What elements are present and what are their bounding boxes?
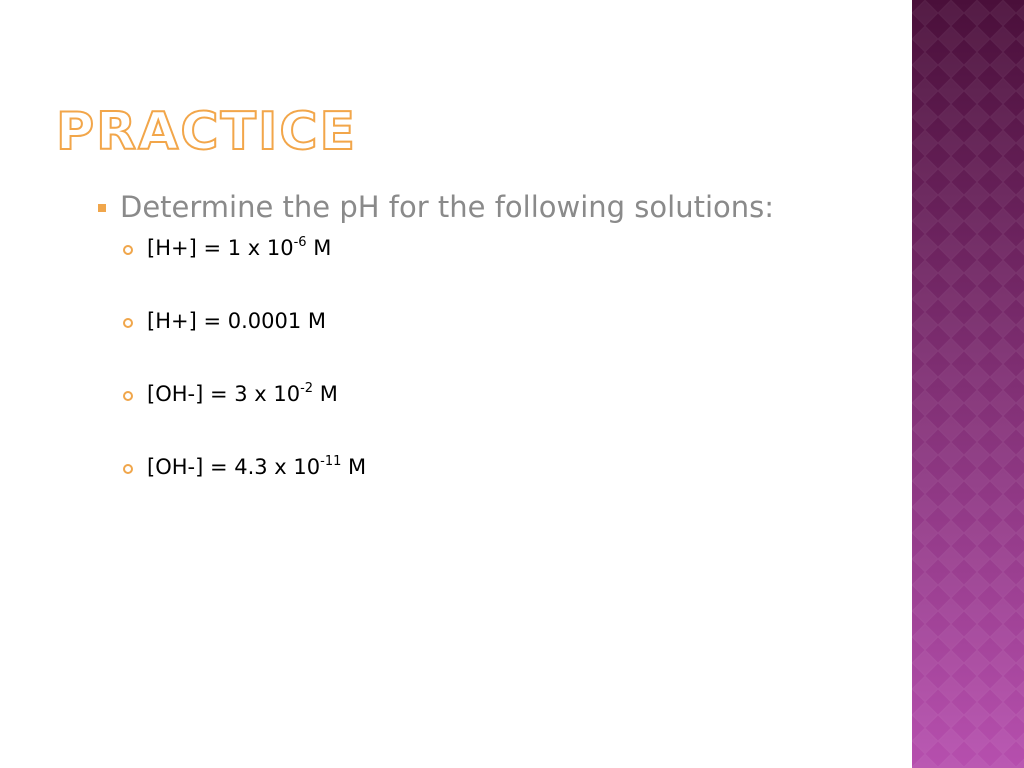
solution-exponent: -11	[320, 454, 342, 469]
ring-bullet-icon	[123, 464, 133, 474]
decorative-side-panel	[912, 0, 1024, 768]
slide-content	[96, 186, 896, 520]
ring-bullet-icon	[123, 318, 133, 328]
main-bullet-text: Determine the pH for the following solutions:	[120, 190, 775, 224]
ring-bullet-icon	[123, 391, 133, 401]
ring-bullet-icon	[123, 245, 133, 255]
main-bullet-item	[96, 186, 896, 228]
square-bullet-icon	[98, 204, 106, 212]
solution-unit: M	[306, 236, 332, 260]
solution-exponent: -2	[300, 381, 314, 396]
solution-text: [OH-] = 3 x 10	[147, 382, 301, 406]
solution-text: [H+] = 1 x 10	[147, 236, 294, 260]
solution-item-4	[96, 447, 896, 520]
solution-item-2	[96, 301, 896, 374]
solution-item-3	[96, 374, 896, 447]
solution-item-1	[96, 228, 896, 301]
solution-text: [OH-] = 4.3 x 10	[147, 455, 321, 479]
slide-title: PRACTICE	[56, 102, 358, 162]
diamond-pattern-icon	[912, 0, 1024, 768]
solution-unit: M	[313, 382, 338, 406]
solution-exponent: -6	[293, 235, 307, 250]
solution-unit: M	[341, 455, 367, 479]
solution-text: [H+] = 0.0001 M	[147, 309, 326, 333]
solution-list	[96, 228, 896, 520]
